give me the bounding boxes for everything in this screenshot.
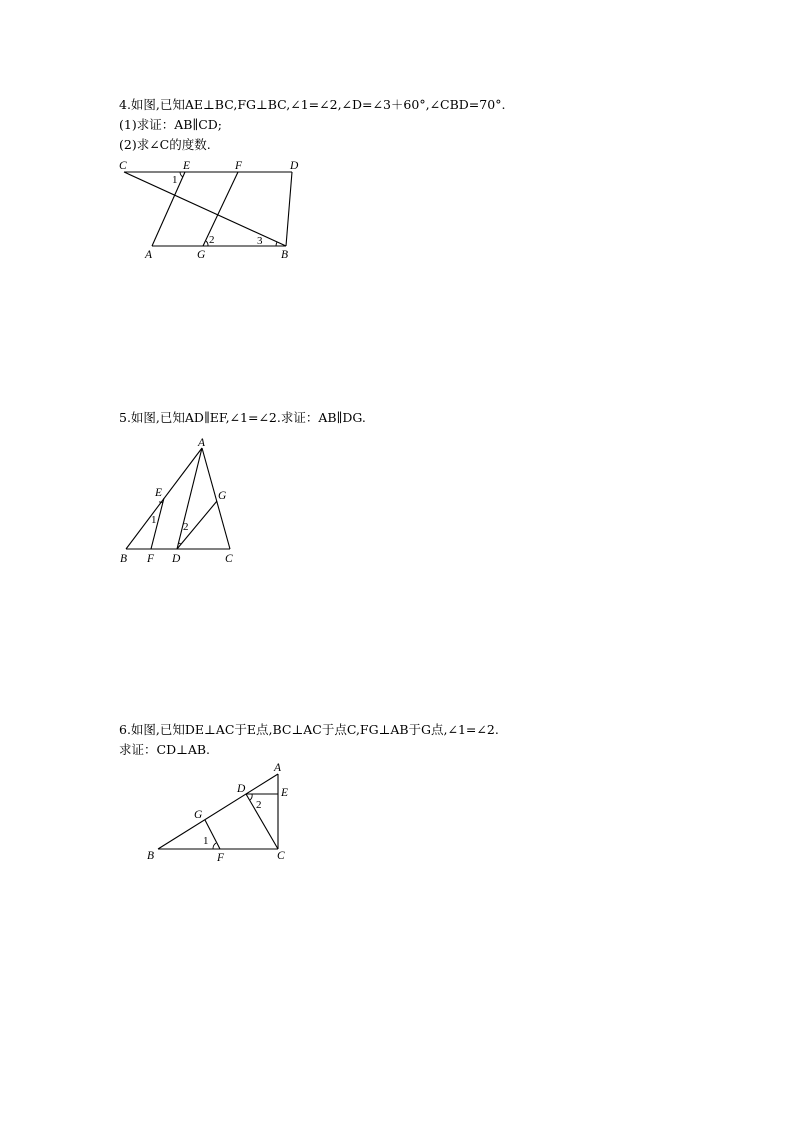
point-b: B (120, 553, 128, 565)
problem-6-statement: 6.如图,已知DE⊥AC于E点,BC⊥AC于点C,FG⊥AB于G点,∠1=∠2. (119, 722, 499, 737)
point-f: F (235, 160, 243, 172)
segment-ab (158, 774, 278, 849)
point-a: A (274, 762, 282, 774)
point-b: B (281, 249, 289, 261)
problem-6-prove: 求证：CD⊥AB. (119, 742, 211, 757)
angle-1-label: 1 (151, 514, 157, 526)
problem-4-part-1: (1)求证：AB∥CD; (119, 117, 222, 132)
angle-2-label: 2 (256, 799, 262, 811)
point-f: F (147, 553, 155, 565)
point-g: G (218, 490, 227, 502)
angle-1-arc (213, 843, 216, 849)
point-c: C (225, 553, 233, 565)
point-e: E (183, 160, 191, 172)
point-b: B (147, 850, 155, 862)
angle-1-label: 1 (172, 174, 178, 186)
point-c: C (277, 850, 285, 862)
angle-2-arc (250, 794, 252, 800)
angle-2-label: 2 (183, 521, 189, 533)
point-c: C (119, 160, 127, 172)
point-e: E (155, 487, 163, 499)
problem-4-statement: 4.如图,已知AE⊥BC,FG⊥BC,∠1=∠2,∠D=∠3＋60°,∠CBD=70°. (119, 97, 506, 112)
point-f: F (217, 852, 225, 864)
point-a: A (198, 437, 206, 449)
point-d: D (172, 553, 181, 565)
point-g: G (197, 249, 206, 261)
point-d: D (290, 160, 299, 172)
point-g: G (194, 809, 203, 821)
segment-cd (246, 794, 278, 849)
angle-2-label: 2 (209, 234, 215, 246)
point-e: E (281, 787, 289, 799)
problem-4-part-2: (2)求∠C的度数. (119, 137, 211, 152)
point-d: D (237, 783, 246, 795)
angle-3-label: 3 (257, 235, 263, 247)
problem-5-statement: 5.如图,已知AD∥EF,∠1=∠2.求证：AB∥DG. (119, 410, 366, 425)
point-a: A (145, 249, 153, 261)
angle-1-label: 1 (203, 835, 209, 847)
